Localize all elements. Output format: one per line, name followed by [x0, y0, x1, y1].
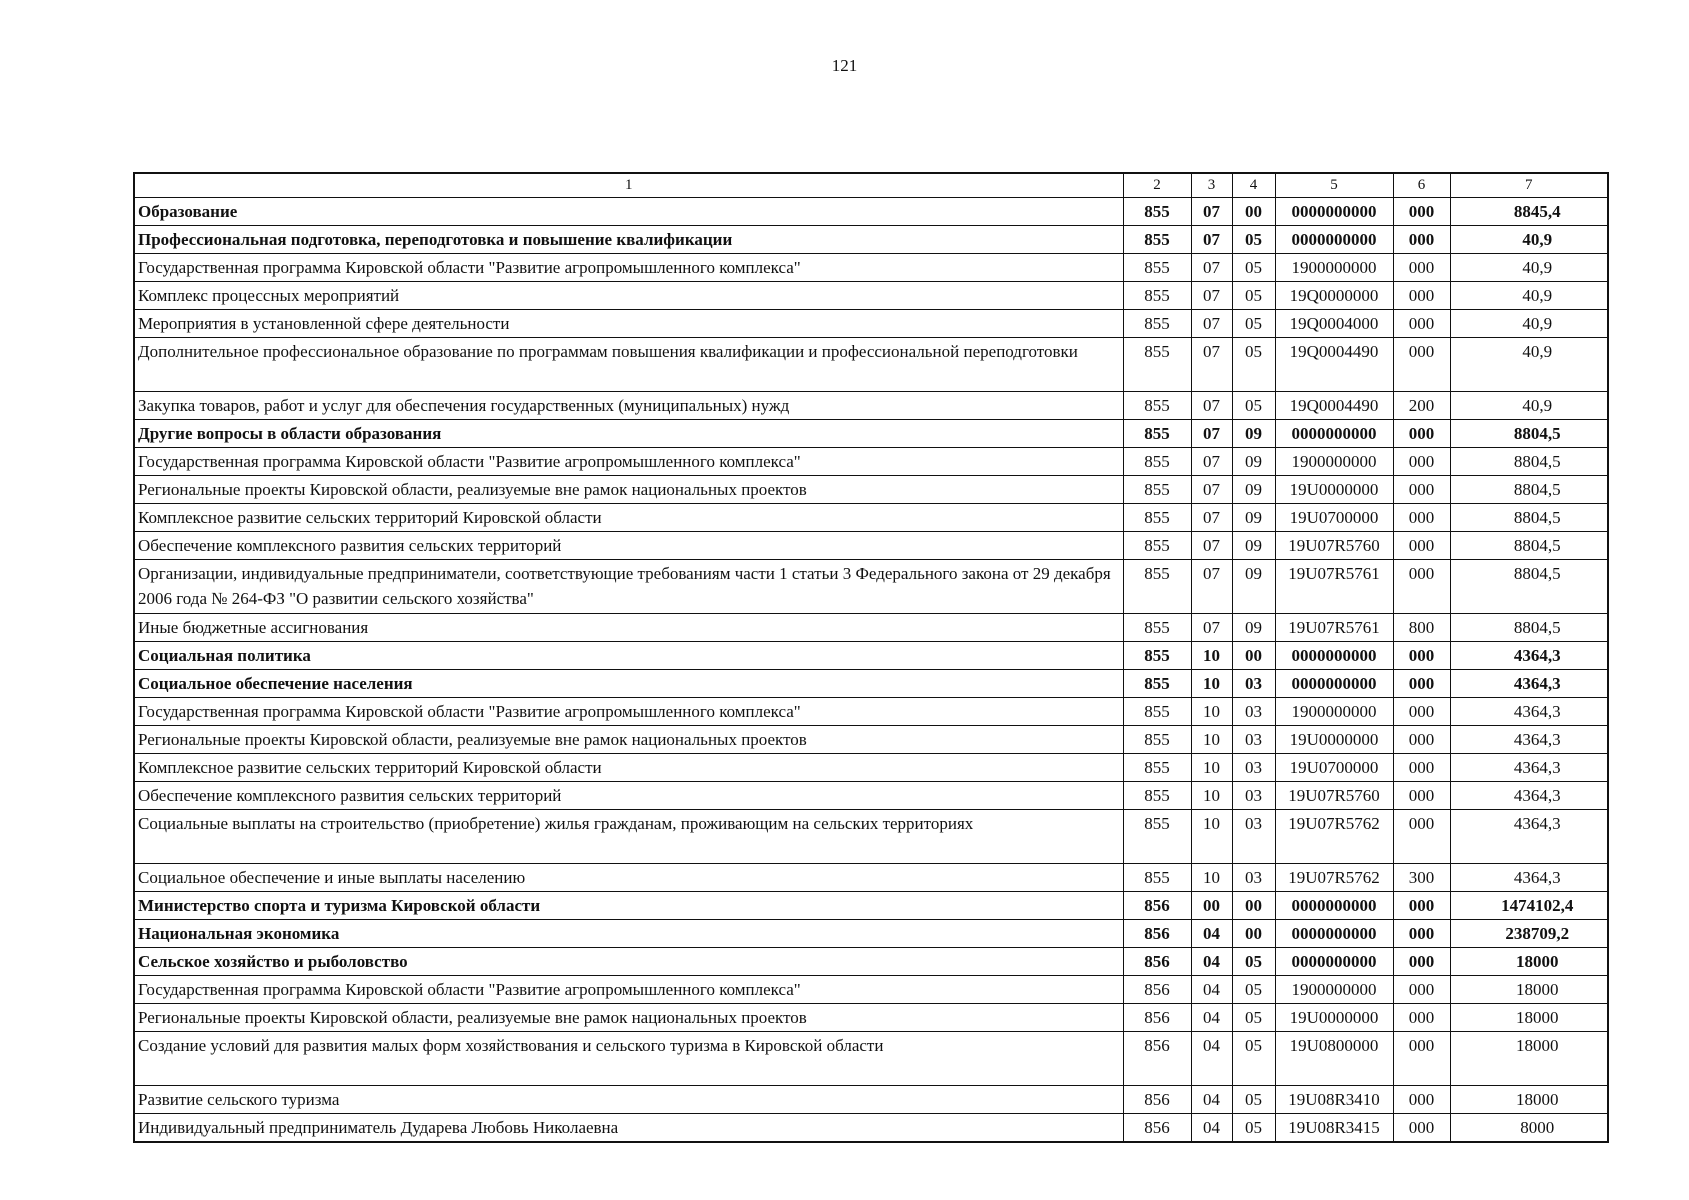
table-row: [134, 504, 1608, 532]
code-section-cell: 07: [1191, 198, 1232, 226]
code-admin-cell: 855: [1123, 864, 1191, 892]
code-subsection-cell: 05: [1232, 976, 1275, 1004]
column-header: 3: [1191, 173, 1232, 198]
amount-cell: 18000: [1450, 1004, 1608, 1032]
table-row: [134, 892, 1608, 920]
code-subsection-cell: 05: [1232, 392, 1275, 420]
code-subsection-cell: 05: [1232, 1086, 1275, 1114]
code-section-cell: 10: [1191, 864, 1232, 892]
code-admin-cell: 855: [1123, 226, 1191, 254]
amount-cell: 8804,5: [1450, 614, 1608, 642]
code-subsection-cell: 03: [1232, 864, 1275, 892]
code-expense-type-cell: 800: [1393, 614, 1450, 642]
row-name-cell: Индивидуальный предприниматель Дударева Любовь Николаевна: [134, 1114, 1123, 1143]
table-row: [134, 420, 1608, 448]
code-expense-type-cell: 000: [1393, 198, 1450, 226]
code-expense-type-cell: 000: [1393, 282, 1450, 310]
column-header: 7: [1450, 173, 1608, 198]
table-row: [134, 670, 1608, 698]
code-target-cell: 0000000000: [1275, 198, 1393, 226]
code-expense-type-cell: 000: [1393, 810, 1450, 864]
table-row: [134, 282, 1608, 310]
amount-cell: 18000: [1450, 1086, 1608, 1114]
code-subsection-cell: 09: [1232, 448, 1275, 476]
row-name-cell: Государственная программа Кировской области "Развитие агропромышленного комплекса": [134, 698, 1123, 726]
table-row: [134, 560, 1608, 614]
table-row: [134, 338, 1608, 392]
header-row: [134, 173, 1608, 198]
code-admin-cell: 855: [1123, 310, 1191, 338]
amount-cell: 40,9: [1450, 392, 1608, 420]
amount-cell: 4364,3: [1450, 642, 1608, 670]
code-target-cell: 1900000000: [1275, 976, 1393, 1004]
code-expense-type-cell: 000: [1393, 1032, 1450, 1086]
code-admin-cell: 855: [1123, 254, 1191, 282]
code-expense-type-cell: 000: [1393, 476, 1450, 504]
table-row: [134, 1086, 1608, 1114]
code-expense-type-cell: 000: [1393, 1004, 1450, 1032]
column-header: 4: [1232, 173, 1275, 198]
row-name-cell: Социальное обеспечение и иные выплаты населению: [134, 864, 1123, 892]
code-admin-cell: 855: [1123, 670, 1191, 698]
code-subsection-cell: 03: [1232, 782, 1275, 810]
amount-cell: 40,9: [1450, 282, 1608, 310]
code-expense-type-cell: 000: [1393, 504, 1450, 532]
amount-cell: 18000: [1450, 1032, 1608, 1086]
table-row: [134, 1032, 1608, 1086]
code-admin-cell: 855: [1123, 448, 1191, 476]
code-admin-cell: 855: [1123, 614, 1191, 642]
code-expense-type-cell: 000: [1393, 254, 1450, 282]
code-section-cell: 07: [1191, 254, 1232, 282]
code-admin-cell: 855: [1123, 476, 1191, 504]
code-admin-cell: 856: [1123, 1114, 1191, 1143]
code-target-cell: 19U0700000: [1275, 754, 1393, 782]
code-expense-type-cell: 000: [1393, 670, 1450, 698]
table-row: [134, 726, 1608, 754]
amount-cell: 8000: [1450, 1114, 1608, 1143]
table-row: [134, 310, 1608, 338]
code-admin-cell: 855: [1123, 560, 1191, 614]
table-body: [134, 173, 1608, 1142]
code-admin-cell: 855: [1123, 504, 1191, 532]
code-section-cell: 07: [1191, 614, 1232, 642]
code-section-cell: 04: [1191, 976, 1232, 1004]
code-admin-cell: 855: [1123, 810, 1191, 864]
code-target-cell: 0000000000: [1275, 420, 1393, 448]
code-admin-cell: 856: [1123, 920, 1191, 948]
code-admin-cell: 855: [1123, 642, 1191, 670]
code-expense-type-cell: 000: [1393, 698, 1450, 726]
row-name-cell: Закупка товаров, работ и услуг для обеспечения государственных (муниципальных) нужд: [134, 392, 1123, 420]
code-target-cell: 19U0000000: [1275, 726, 1393, 754]
code-target-cell: 19U07R5761: [1275, 560, 1393, 614]
code-target-cell: 19U07R5762: [1275, 864, 1393, 892]
code-expense-type-cell: 000: [1393, 338, 1450, 392]
amount-cell: 8804,5: [1450, 420, 1608, 448]
code-expense-type-cell: 000: [1393, 226, 1450, 254]
column-header: 2: [1123, 173, 1191, 198]
code-expense-type-cell: 000: [1393, 1086, 1450, 1114]
row-name-cell: Региональные проекты Кировской области, реализуемые вне рамок национальных проектов: [134, 726, 1123, 754]
row-name-cell: Комплексное развитие сельских территорий Кировской области: [134, 754, 1123, 782]
table-row: [134, 1114, 1608, 1143]
code-admin-cell: 855: [1123, 698, 1191, 726]
code-section-cell: 10: [1191, 670, 1232, 698]
row-name-cell: Социальная политика: [134, 642, 1123, 670]
code-target-cell: 19U08R3415: [1275, 1114, 1393, 1143]
code-expense-type-cell: 000: [1393, 892, 1450, 920]
code-expense-type-cell: 000: [1393, 420, 1450, 448]
amount-cell: 1474102,4: [1450, 892, 1608, 920]
code-subsection-cell: 00: [1232, 892, 1275, 920]
code-section-cell: 04: [1191, 1032, 1232, 1086]
amount-cell: 238709,2: [1450, 920, 1608, 948]
code-section-cell: 10: [1191, 782, 1232, 810]
code-subsection-cell: 05: [1232, 948, 1275, 976]
amount-cell: 40,9: [1450, 254, 1608, 282]
code-target-cell: 19U07R5761: [1275, 614, 1393, 642]
amount-cell: 4364,3: [1450, 782, 1608, 810]
table-row: [134, 392, 1608, 420]
code-target-cell: 19U0000000: [1275, 1004, 1393, 1032]
code-subsection-cell: 05: [1232, 282, 1275, 310]
code-target-cell: 1900000000: [1275, 448, 1393, 476]
code-subsection-cell: 09: [1232, 504, 1275, 532]
code-subsection-cell: 05: [1232, 1114, 1275, 1143]
budget-table: [133, 172, 1609, 1143]
code-section-cell: 07: [1191, 310, 1232, 338]
code-expense-type-cell: 000: [1393, 532, 1450, 560]
code-expense-type-cell: 300: [1393, 864, 1450, 892]
amount-cell: 40,9: [1450, 310, 1608, 338]
code-expense-type-cell: 200: [1393, 392, 1450, 420]
row-name-cell: Региональные проекты Кировской области, реализуемые вне рамок национальных проектов: [134, 476, 1123, 504]
code-section-cell: 07: [1191, 420, 1232, 448]
code-subsection-cell: 09: [1232, 560, 1275, 614]
code-section-cell: 04: [1191, 920, 1232, 948]
code-section-cell: 07: [1191, 392, 1232, 420]
column-header: 1: [134, 173, 1123, 198]
row-name-cell: Министерство спорта и туризма Кировской области: [134, 892, 1123, 920]
code-expense-type-cell: 000: [1393, 1114, 1450, 1143]
row-name-cell: Создание условий для развития малых форм хозяйствования и сельского туризма в Кировской области: [134, 1032, 1123, 1086]
row-name-cell: Государственная программа Кировской области "Развитие агропромышленного комплекса": [134, 254, 1123, 282]
code-subsection-cell: 05: [1232, 338, 1275, 392]
code-target-cell: 19U08R3410: [1275, 1086, 1393, 1114]
code-subsection-cell: 05: [1232, 254, 1275, 282]
code-expense-type-cell: 000: [1393, 920, 1450, 948]
row-name-cell: Национальная экономика: [134, 920, 1123, 948]
code-subsection-cell: 03: [1232, 754, 1275, 782]
code-target-cell: 0000000000: [1275, 642, 1393, 670]
row-name-cell: Обеспечение комплексного развития сельских территорий: [134, 532, 1123, 560]
table-row: [134, 532, 1608, 560]
code-target-cell: 1900000000: [1275, 254, 1393, 282]
code-subsection-cell: 03: [1232, 726, 1275, 754]
code-expense-type-cell: 000: [1393, 754, 1450, 782]
amount-cell: 4364,3: [1450, 698, 1608, 726]
code-admin-cell: 856: [1123, 1086, 1191, 1114]
code-target-cell: 19Q0004490: [1275, 392, 1393, 420]
code-section-cell: 10: [1191, 642, 1232, 670]
code-admin-cell: 856: [1123, 976, 1191, 1004]
row-name-cell: Обеспечение комплексного развития сельских территорий: [134, 782, 1123, 810]
code-section-cell: 04: [1191, 948, 1232, 976]
code-admin-cell: 855: [1123, 782, 1191, 810]
amount-cell: 8804,5: [1450, 560, 1608, 614]
code-subsection-cell: 00: [1232, 198, 1275, 226]
code-subsection-cell: 09: [1232, 614, 1275, 642]
table-row: [134, 642, 1608, 670]
code-target-cell: 19U07R5760: [1275, 782, 1393, 810]
code-admin-cell: 856: [1123, 1032, 1191, 1086]
code-subsection-cell: 00: [1232, 642, 1275, 670]
amount-cell: 18000: [1450, 976, 1608, 1004]
table-row: [134, 810, 1608, 864]
table-row: [134, 614, 1608, 642]
code-section-cell: 07: [1191, 338, 1232, 392]
code-target-cell: 19Q0004000: [1275, 310, 1393, 338]
code-section-cell: 04: [1191, 1086, 1232, 1114]
code-expense-type-cell: 000: [1393, 976, 1450, 1004]
code-target-cell: 0000000000: [1275, 948, 1393, 976]
code-section-cell: 10: [1191, 726, 1232, 754]
row-name-cell: Развитие сельского туризма: [134, 1086, 1123, 1114]
amount-cell: 8845,4: [1450, 198, 1608, 226]
code-subsection-cell: 05: [1232, 310, 1275, 338]
code-admin-cell: 855: [1123, 754, 1191, 782]
column-header: 5: [1275, 173, 1393, 198]
row-name-cell: Дополнительное профессиональное образование по программам повышения квалификации и профессиональной переподготовки: [134, 338, 1123, 392]
amount-cell: 8804,5: [1450, 532, 1608, 560]
table-row: [134, 948, 1608, 976]
code-section-cell: 04: [1191, 1004, 1232, 1032]
row-name-cell: Комплексное развитие сельских территорий Кировской области: [134, 504, 1123, 532]
code-subsection-cell: 00: [1232, 920, 1275, 948]
code-target-cell: 19U07R5760: [1275, 532, 1393, 560]
amount-cell: 4364,3: [1450, 864, 1608, 892]
code-section-cell: 04: [1191, 1114, 1232, 1143]
table-row: [134, 198, 1608, 226]
code-admin-cell: 855: [1123, 726, 1191, 754]
code-admin-cell: 855: [1123, 420, 1191, 448]
code-subsection-cell: 09: [1232, 532, 1275, 560]
table-row: [134, 254, 1608, 282]
row-name-cell: Социальное обеспечение населения: [134, 670, 1123, 698]
code-admin-cell: 855: [1123, 282, 1191, 310]
row-name-cell: Государственная программа Кировской области "Развитие агропромышленного комплекса": [134, 448, 1123, 476]
table-row: [134, 698, 1608, 726]
row-name-cell: Другие вопросы в области образования: [134, 420, 1123, 448]
code-expense-type-cell: 000: [1393, 448, 1450, 476]
code-target-cell: 19U0800000: [1275, 1032, 1393, 1086]
table-row: [134, 226, 1608, 254]
code-target-cell: 19U0000000: [1275, 476, 1393, 504]
page-number: 121: [831, 56, 858, 75]
table-row: [134, 920, 1608, 948]
code-subsection-cell: 05: [1232, 226, 1275, 254]
code-subsection-cell: 09: [1232, 476, 1275, 504]
code-section-cell: 07: [1191, 448, 1232, 476]
code-admin-cell: 856: [1123, 948, 1191, 976]
row-name-cell: Мероприятия в установленной сфере деятельности: [134, 310, 1123, 338]
amount-cell: 40,9: [1450, 338, 1608, 392]
amount-cell: 4364,3: [1450, 754, 1608, 782]
amount-cell: 8804,5: [1450, 504, 1608, 532]
row-name-cell: Организации, индивидуальные предприниматели, соответствующие требованиям части 1 статьи 3 Федерального закона от 29 декабря 2006 года № 264-ФЗ "О развитии сельского хозяйства": [134, 560, 1123, 614]
code-target-cell: 1900000000: [1275, 698, 1393, 726]
amount-cell: 8804,5: [1450, 448, 1608, 476]
code-subsection-cell: 03: [1232, 698, 1275, 726]
row-name-cell: Региональные проекты Кировской области, реализуемые вне рамок национальных проектов: [134, 1004, 1123, 1032]
code-target-cell: 0000000000: [1275, 892, 1393, 920]
code-expense-type-cell: 000: [1393, 310, 1450, 338]
code-subsection-cell: 03: [1232, 670, 1275, 698]
code-target-cell: 19U07R5762: [1275, 810, 1393, 864]
amount-cell: 8804,5: [1450, 476, 1608, 504]
code-subsection-cell: 09: [1232, 420, 1275, 448]
column-header: 6: [1393, 173, 1450, 198]
code-subsection-cell: 05: [1232, 1032, 1275, 1086]
code-admin-cell: 855: [1123, 532, 1191, 560]
code-target-cell: 19U0700000: [1275, 504, 1393, 532]
table-row: [134, 864, 1608, 892]
code-admin-cell: 855: [1123, 392, 1191, 420]
row-name-cell: Иные бюджетные ассигнования: [134, 614, 1123, 642]
row-name-cell: Социальные выплаты на строительство (приобретение) жилья гражданам, проживающим на сельских территориях: [134, 810, 1123, 864]
table-row: [134, 476, 1608, 504]
row-name-cell: Комплекс процессных мероприятий: [134, 282, 1123, 310]
table-row: [134, 448, 1608, 476]
code-admin-cell: 855: [1123, 338, 1191, 392]
code-subsection-cell: 03: [1232, 810, 1275, 864]
code-expense-type-cell: 000: [1393, 782, 1450, 810]
row-name-cell: Сельское хозяйство и рыболовство: [134, 948, 1123, 976]
code-admin-cell: 856: [1123, 892, 1191, 920]
code-section-cell: 10: [1191, 698, 1232, 726]
amount-cell: 18000: [1450, 948, 1608, 976]
code-section-cell: 07: [1191, 226, 1232, 254]
code-target-cell: 19Q0004490: [1275, 338, 1393, 392]
code-subsection-cell: 05: [1232, 1004, 1275, 1032]
code-expense-type-cell: 000: [1393, 726, 1450, 754]
code-target-cell: 0000000000: [1275, 920, 1393, 948]
code-target-cell: 0000000000: [1275, 670, 1393, 698]
row-name-cell: Образование: [134, 198, 1123, 226]
amount-cell: 4364,3: [1450, 810, 1608, 864]
code-expense-type-cell: 000: [1393, 948, 1450, 976]
amount-cell: 4364,3: [1450, 726, 1608, 754]
row-name-cell: Профессиональная подготовка, переподготовка и повышение квалификации: [134, 226, 1123, 254]
code-section-cell: 07: [1191, 560, 1232, 614]
code-expense-type-cell: 000: [1393, 642, 1450, 670]
table-row: [134, 754, 1608, 782]
code-section-cell: 07: [1191, 504, 1232, 532]
code-admin-cell: 855: [1123, 198, 1191, 226]
table-row: [134, 1004, 1608, 1032]
code-expense-type-cell: 000: [1393, 560, 1450, 614]
code-section-cell: 07: [1191, 282, 1232, 310]
code-target-cell: 0000000000: [1275, 226, 1393, 254]
code-section-cell: 07: [1191, 532, 1232, 560]
code-section-cell: 00: [1191, 892, 1232, 920]
code-section-cell: 10: [1191, 810, 1232, 864]
table-row: [134, 782, 1608, 810]
code-target-cell: 19Q0000000: [1275, 282, 1393, 310]
code-admin-cell: 856: [1123, 1004, 1191, 1032]
row-name-cell: Государственная программа Кировской области "Развитие агропромышленного комплекса": [134, 976, 1123, 1004]
code-section-cell: 10: [1191, 754, 1232, 782]
table-row: [134, 976, 1608, 1004]
amount-cell: 4364,3: [1450, 670, 1608, 698]
code-section-cell: 07: [1191, 476, 1232, 504]
amount-cell: 40,9: [1450, 226, 1608, 254]
